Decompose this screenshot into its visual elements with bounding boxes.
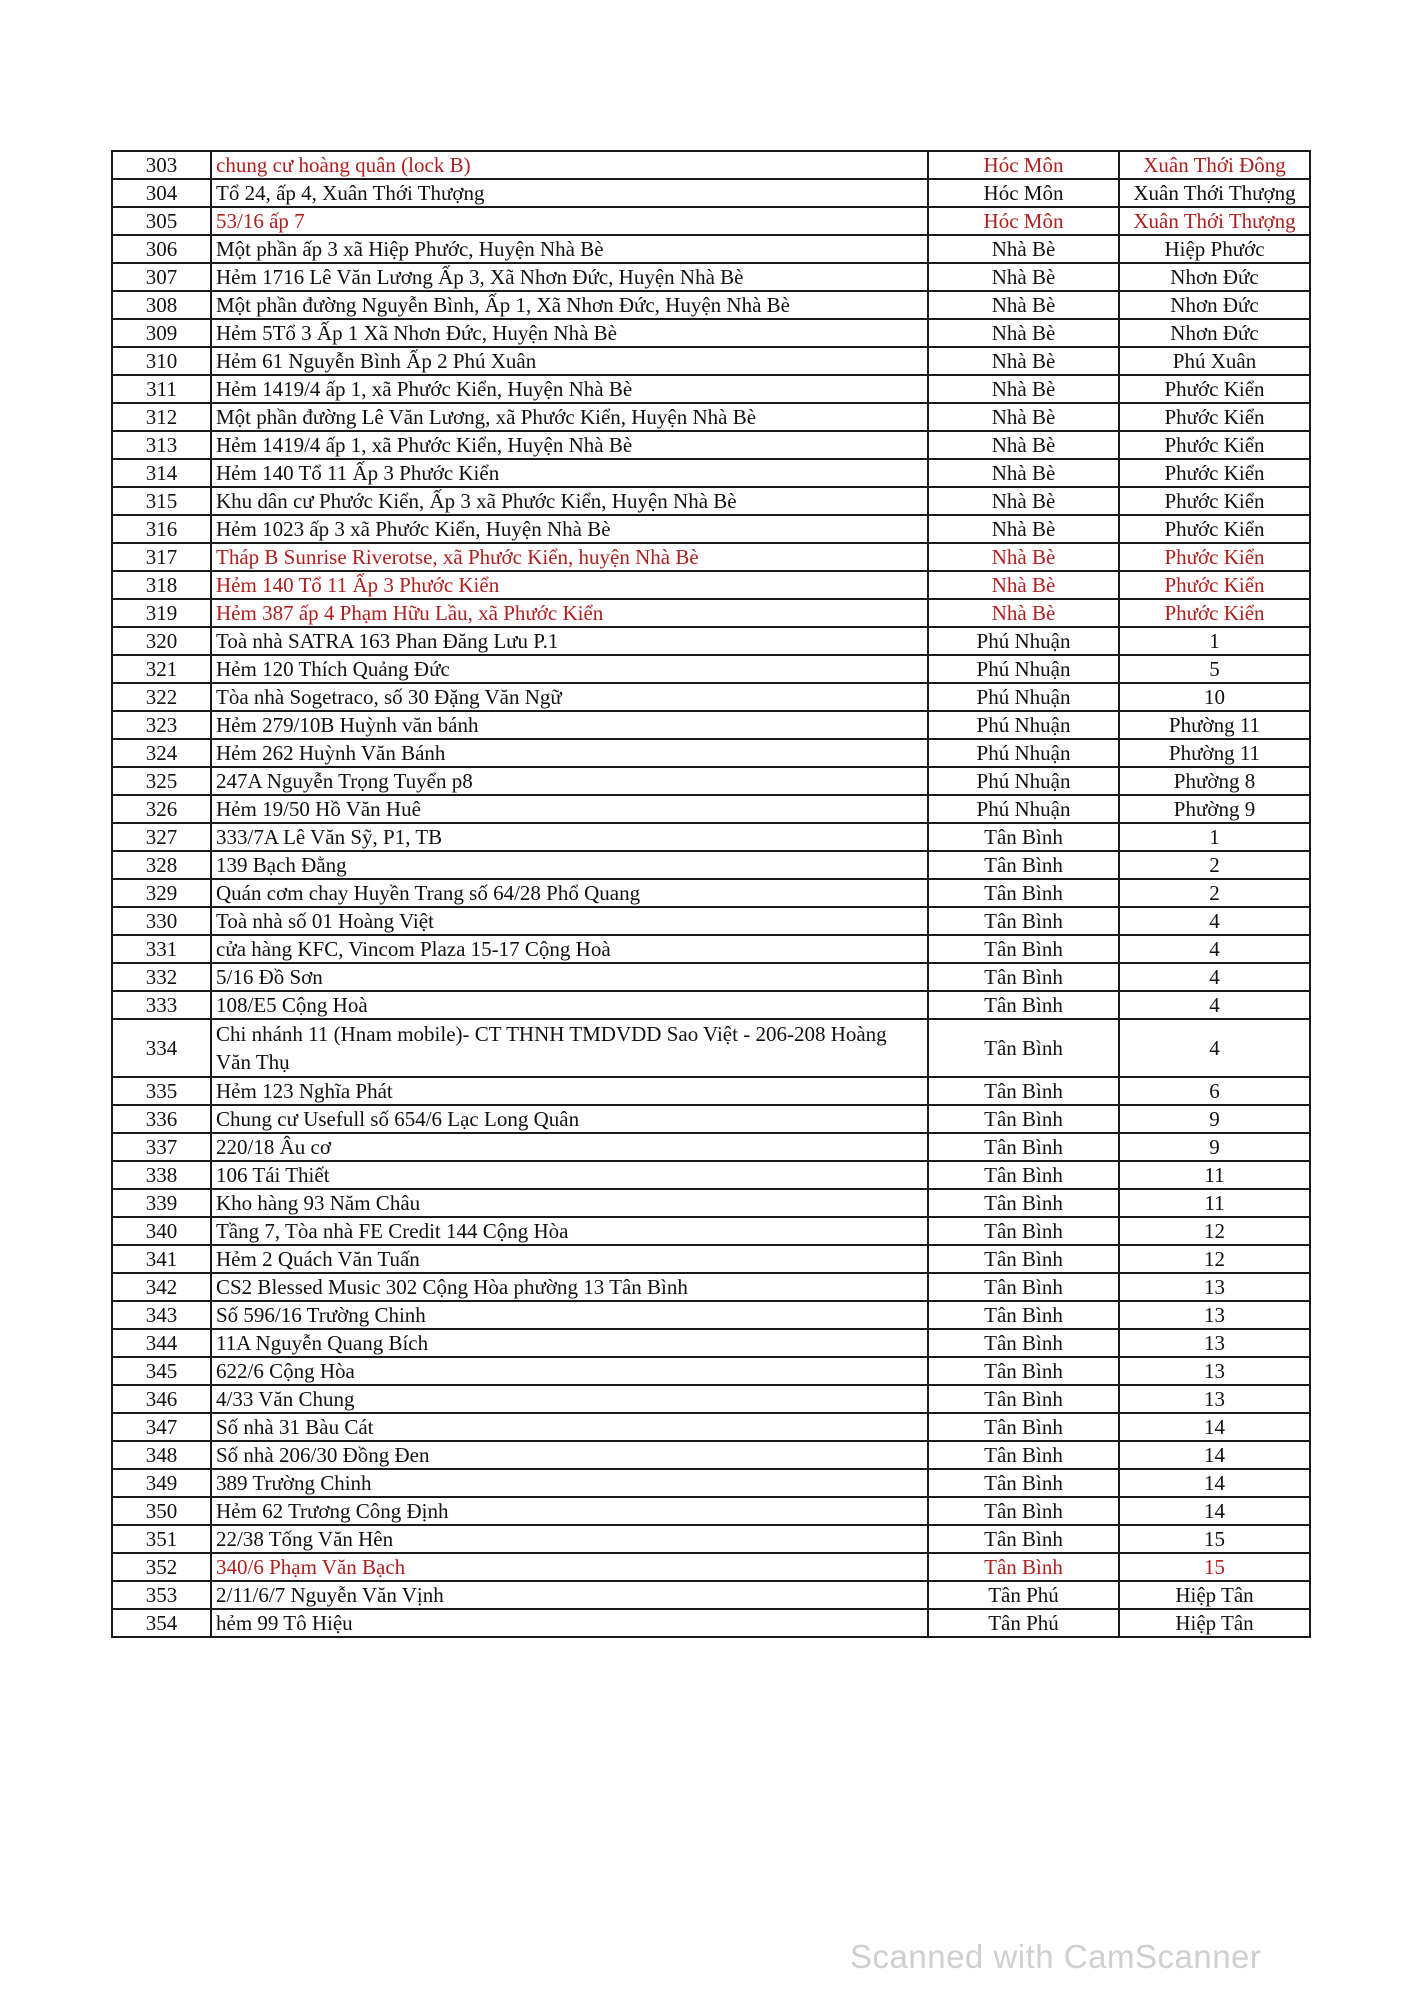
row-number-cell: 316 [112, 515, 211, 543]
row-number-cell: 317 [112, 543, 211, 571]
row-number-cell: 335 [112, 1077, 211, 1105]
district-cell: Tân Bình [928, 1273, 1119, 1301]
district-cell: Nhà Bè [928, 291, 1119, 319]
row-number-cell: 332 [112, 963, 211, 991]
table-row [112, 571, 1310, 599]
table-row [112, 1133, 1310, 1161]
address-cell: Toà nhà số 01 Hoàng Việt [211, 907, 928, 935]
address-cell: 220/18 Âu cơ [211, 1133, 928, 1161]
table-row [112, 795, 1310, 823]
district-cell: Tân Bình [928, 1553, 1119, 1581]
district-cell: Nhà Bè [928, 571, 1119, 599]
row-number-cell: 321 [112, 655, 211, 683]
row-number-cell: 328 [112, 851, 211, 879]
ward-cell: Phú Xuân [1119, 347, 1310, 375]
table-row [112, 1189, 1310, 1217]
row-number-cell: 309 [112, 319, 211, 347]
row-number-cell: 347 [112, 1413, 211, 1441]
row-number-cell: 308 [112, 291, 211, 319]
table-row [112, 851, 1310, 879]
table-row [112, 1357, 1310, 1385]
district-cell: Tân Bình [928, 907, 1119, 935]
ward-cell: 14 [1119, 1497, 1310, 1525]
row-number-cell: 338 [112, 1161, 211, 1189]
row-number-cell: 306 [112, 235, 211, 263]
ward-cell: 4 [1119, 907, 1310, 935]
ward-cell: Xuân Thới Đông [1119, 151, 1310, 179]
district-cell: Tân Bình [928, 1133, 1119, 1161]
row-number-cell: 349 [112, 1469, 211, 1497]
ward-cell: 11 [1119, 1189, 1310, 1217]
address-cell: Số 596/16 Trường Chinh [211, 1301, 928, 1329]
row-number-cell: 305 [112, 207, 211, 235]
address-cell: 108/E5 Cộng Hoà [211, 991, 928, 1019]
district-cell: Phú Nhuận [928, 627, 1119, 655]
address-cell: Hẻm 279/10B Huỳnh văn bánh [211, 711, 928, 739]
row-number-cell: 311 [112, 375, 211, 403]
row-number-cell: 343 [112, 1301, 211, 1329]
address-table [111, 150, 1311, 1638]
address-cell: Hẻm 1716 Lê Văn Lương Ấp 3, Xã Nhơn Đức, Huyện Nhà Bè [211, 263, 928, 291]
district-cell: Tân Bình [928, 1413, 1119, 1441]
ward-cell: Phường 11 [1119, 711, 1310, 739]
address-cell: Hẻm 140 Tổ 11 Ấp 3 Phước Kiển [211, 459, 928, 487]
row-number-cell: 341 [112, 1245, 211, 1273]
table-row [112, 599, 1310, 627]
row-number-cell: 326 [112, 795, 211, 823]
address-cell: Hẻm 19/50 Hồ Văn Huê [211, 795, 928, 823]
table-row [112, 291, 1310, 319]
table-row [112, 1525, 1310, 1553]
ward-cell: 9 [1119, 1105, 1310, 1133]
district-cell: Tân Bình [928, 851, 1119, 879]
row-number-cell: 340 [112, 1217, 211, 1245]
table-row [112, 991, 1310, 1019]
address-cell: Một phần đường Lê Văn Lương, xã Phước Kiển, Huyện Nhà Bè [211, 403, 928, 431]
district-cell: Tân Bình [928, 1469, 1119, 1497]
district-cell: Tân Bình [928, 1161, 1119, 1189]
district-cell: Phú Nhuận [928, 655, 1119, 683]
ward-cell: 9 [1119, 1133, 1310, 1161]
table-row [112, 459, 1310, 487]
row-number-cell: 331 [112, 935, 211, 963]
row-number-cell: 304 [112, 179, 211, 207]
row-number-cell: 344 [112, 1329, 211, 1357]
ward-cell: 13 [1119, 1357, 1310, 1385]
table-row [112, 1385, 1310, 1413]
ward-cell: Phước Kiển [1119, 459, 1310, 487]
ward-cell: 1 [1119, 823, 1310, 851]
ward-cell: 12 [1119, 1217, 1310, 1245]
table-row [112, 1077, 1310, 1105]
address-cell: Hẻm 123 Nghĩa Phát [211, 1077, 928, 1105]
table-row [112, 403, 1310, 431]
ward-cell: Phước Kiển [1119, 403, 1310, 431]
address-cell: 11A Nguyễn Quang Bích [211, 1329, 928, 1357]
ward-cell: Nhơn Đức [1119, 291, 1310, 319]
table-row [112, 431, 1310, 459]
document-page [111, 150, 1309, 1638]
row-number-cell: 329 [112, 879, 211, 907]
address-cell: 22/38 Tống Văn Hên [211, 1525, 928, 1553]
address-cell: Số nhà 206/30 Đồng Đen [211, 1441, 928, 1469]
ward-cell: Phước Kiển [1119, 375, 1310, 403]
address-table-body [112, 151, 1310, 1637]
table-row [112, 907, 1310, 935]
row-number-cell: 315 [112, 487, 211, 515]
table-row [112, 179, 1310, 207]
address-cell: Tổ 24, ấp 4, Xuân Thới Thượng [211, 179, 928, 207]
ward-cell: Phường 8 [1119, 767, 1310, 795]
address-cell: Tháp B Sunrise Riverotse, xã Phước Kiển, huyện Nhà Bè [211, 543, 928, 571]
ward-cell: 15 [1119, 1553, 1310, 1581]
ward-cell: 14 [1119, 1441, 1310, 1469]
table-row [112, 235, 1310, 263]
row-number-cell: 325 [112, 767, 211, 795]
row-number-cell: 350 [112, 1497, 211, 1525]
address-cell: Tầng 7, Tòa nhà FE Credit 144 Cộng Hòa [211, 1217, 928, 1245]
ward-cell: 4 [1119, 991, 1310, 1019]
table-row [112, 1497, 1310, 1525]
district-cell: Phú Nhuận [928, 711, 1119, 739]
ward-cell: 6 [1119, 1077, 1310, 1105]
table-row [112, 1329, 1310, 1357]
district-cell: Phú Nhuận [928, 683, 1119, 711]
ward-cell: 11 [1119, 1161, 1310, 1189]
row-number-cell: 333 [112, 991, 211, 1019]
district-cell: Tân Bình [928, 1497, 1119, 1525]
ward-cell: 2 [1119, 879, 1310, 907]
table-row [112, 543, 1310, 571]
table-row [112, 1301, 1310, 1329]
table-row [112, 151, 1310, 179]
row-number-cell: 334 [112, 1019, 211, 1077]
district-cell: Tân Bình [928, 1329, 1119, 1357]
row-number-cell: 345 [112, 1357, 211, 1385]
table-row [112, 1245, 1310, 1273]
row-number-cell: 320 [112, 627, 211, 655]
ward-cell: 13 [1119, 1273, 1310, 1301]
district-cell: Tân Bình [928, 1301, 1119, 1329]
district-cell: Hóc Môn [928, 207, 1119, 235]
district-cell: Tân Bình [928, 991, 1119, 1019]
district-cell: Tân Bình [928, 1357, 1119, 1385]
district-cell: Nhà Bè [928, 403, 1119, 431]
ward-cell: 13 [1119, 1329, 1310, 1357]
address-cell: Kho hàng 93 Năm Châu [211, 1189, 928, 1217]
row-number-cell: 353 [112, 1581, 211, 1609]
address-cell: Chung cư Usefull số 654/6 Lạc Long Quân [211, 1105, 928, 1133]
district-cell: Tân Phú [928, 1609, 1119, 1637]
ward-cell: 14 [1119, 1413, 1310, 1441]
district-cell: Phú Nhuận [928, 767, 1119, 795]
address-cell: Hẻm 140 Tổ 11 Ấp 3 Phước Kiển [211, 571, 928, 599]
district-cell: Tân Bình [928, 1441, 1119, 1469]
address-cell: CS2 Blessed Music 302 Cộng Hòa phường 13 Tân Bình [211, 1273, 928, 1301]
table-row [112, 1413, 1310, 1441]
ward-cell: 4 [1119, 963, 1310, 991]
table-row [112, 627, 1310, 655]
table-row [112, 935, 1310, 963]
address-cell: chung cư hoàng quân (lock B) [211, 151, 928, 179]
row-number-cell: 354 [112, 1609, 211, 1637]
address-cell: 247A Nguyễn Trọng Tuyển p8 [211, 767, 928, 795]
table-row [112, 1581, 1310, 1609]
address-cell: Hẻm 120 Thích Quảng Đức [211, 655, 928, 683]
ward-cell: 5 [1119, 655, 1310, 683]
ward-cell: 4 [1119, 935, 1310, 963]
district-cell: Phú Nhuận [928, 739, 1119, 767]
row-number-cell: 312 [112, 403, 211, 431]
district-cell: Nhà Bè [928, 431, 1119, 459]
table-row [112, 1469, 1310, 1497]
address-cell: Hẻm 1023 ấp 3 xã Phước Kiển, Huyện Nhà Bè [211, 515, 928, 543]
district-cell: Phú Nhuận [928, 795, 1119, 823]
table-row [112, 515, 1310, 543]
table-row [112, 347, 1310, 375]
ward-cell: 1 [1119, 627, 1310, 655]
district-cell: Nhà Bè [928, 263, 1119, 291]
address-cell: Số nhà 31 Bàu Cát [211, 1413, 928, 1441]
address-cell: Hẻm 387 ấp 4 Phạm Hữu Lầu, xã Phước Kiển [211, 599, 928, 627]
table-row [112, 263, 1310, 291]
row-number-cell: 319 [112, 599, 211, 627]
ward-cell: Nhơn Đức [1119, 263, 1310, 291]
table-row [112, 1217, 1310, 1245]
address-cell: 5/16 Đồ Sơn [211, 963, 928, 991]
ward-cell: Hiệp Tân [1119, 1581, 1310, 1609]
table-row [112, 319, 1310, 347]
row-number-cell: 327 [112, 823, 211, 851]
table-row [112, 1019, 1310, 1077]
address-cell: Một phần ấp 3 xã Hiệp Phước, Huyện Nhà Bè [211, 235, 928, 263]
address-cell: Hẻm 61 Nguyễn Bình Ấp 2 Phú Xuân [211, 347, 928, 375]
district-cell: Tân Bình [928, 1105, 1119, 1133]
row-number-cell: 314 [112, 459, 211, 487]
ward-cell: Phước Kiển [1119, 571, 1310, 599]
address-cell: 53/16 ấp 7 [211, 207, 928, 235]
ward-cell: 12 [1119, 1245, 1310, 1273]
district-cell: Nhà Bè [928, 515, 1119, 543]
row-number-cell: 336 [112, 1105, 211, 1133]
district-cell: Tân Bình [928, 1385, 1119, 1413]
ward-cell: 14 [1119, 1469, 1310, 1497]
row-number-cell: 330 [112, 907, 211, 935]
district-cell: Nhà Bè [928, 235, 1119, 263]
district-cell: Nhà Bè [928, 319, 1119, 347]
row-number-cell: 310 [112, 347, 211, 375]
ward-cell: 2 [1119, 851, 1310, 879]
address-cell: 340/6 Phạm Văn Bạch [211, 1553, 928, 1581]
row-number-cell: 348 [112, 1441, 211, 1469]
row-number-cell: 313 [112, 431, 211, 459]
table-row [112, 823, 1310, 851]
row-number-cell: 346 [112, 1385, 211, 1413]
address-cell: Toà nhà SATRA 163 Phan Đăng Lưu P.1 [211, 627, 928, 655]
ward-cell: Phường 11 [1119, 739, 1310, 767]
district-cell: Nhà Bè [928, 599, 1119, 627]
address-cell: Hẻm 5Tổ 3 Ấp 1 Xã Nhơn Đức, Huyện Nhà Bè [211, 319, 928, 347]
address-cell: Hẻm 2 Quách Văn Tuấn [211, 1245, 928, 1273]
ward-cell: Hiệp Phước [1119, 235, 1310, 263]
address-cell: hẻm 99 Tô Hiệu [211, 1609, 928, 1637]
district-cell: Tân Bình [928, 1189, 1119, 1217]
address-cell: Hẻm 62 Trương Công Định [211, 1497, 928, 1525]
address-cell: 333/7A Lê Văn Sỹ, P1, TB [211, 823, 928, 851]
ward-cell: Phước Kiển [1119, 599, 1310, 627]
row-number-cell: 351 [112, 1525, 211, 1553]
district-cell: Tân Bình [928, 1019, 1119, 1077]
ward-cell: 13 [1119, 1301, 1310, 1329]
address-cell: Tòa nhà Sogetraco, số 30 Đặng Văn Ngữ [211, 683, 928, 711]
ward-cell: Nhơn Đức [1119, 319, 1310, 347]
ward-cell: Phước Kiển [1119, 431, 1310, 459]
ward-cell: Phước Kiển [1119, 543, 1310, 571]
address-cell: Hẻm 1419/4 ấp 1, xã Phước Kiển, Huyện Nhà Bè [211, 431, 928, 459]
address-cell: 389 Trường Chinh [211, 1469, 928, 1497]
address-cell: 4/33 Văn Chung [211, 1385, 928, 1413]
table-row [112, 1161, 1310, 1189]
district-cell: Tân Bình [928, 879, 1119, 907]
district-cell: Tân Bình [928, 963, 1119, 991]
table-row [112, 879, 1310, 907]
table-row [112, 963, 1310, 991]
district-cell: Nhà Bè [928, 459, 1119, 487]
row-number-cell: 337 [112, 1133, 211, 1161]
ward-cell: Phước Kiển [1119, 515, 1310, 543]
address-cell: Khu dân cư Phước Kiển, Ấp 3 xã Phước Kiển, Huyện Nhà Bè [211, 487, 928, 515]
ward-cell: 15 [1119, 1525, 1310, 1553]
district-cell: Nhà Bè [928, 375, 1119, 403]
camscanner-watermark: Scanned with CamScanner [850, 1938, 1262, 1975]
row-number-cell: 322 [112, 683, 211, 711]
address-cell: cửa hàng KFC, Vincom Plaza 15-17 Cộng Hoà [211, 935, 928, 963]
ward-cell: 4 [1119, 1019, 1310, 1077]
table-row [112, 655, 1310, 683]
row-number-cell: 307 [112, 263, 211, 291]
district-cell: Tân Bình [928, 823, 1119, 851]
district-cell: Tân Bình [928, 1245, 1119, 1273]
district-cell: Nhà Bè [928, 543, 1119, 571]
table-row [112, 375, 1310, 403]
address-cell: Hẻm 1419/4 ấp 1, xã Phước Kiển, Huyện Nhà Bè [211, 375, 928, 403]
ward-cell: Hiệp Tân [1119, 1609, 1310, 1637]
row-number-cell: 342 [112, 1273, 211, 1301]
table-row [112, 1273, 1310, 1301]
table-row [112, 1609, 1310, 1637]
district-cell: Tân Bình [928, 1217, 1119, 1245]
row-number-cell: 318 [112, 571, 211, 599]
row-number-cell: 324 [112, 739, 211, 767]
table-row [112, 711, 1310, 739]
district-cell: Hóc Môn [928, 179, 1119, 207]
table-row [112, 683, 1310, 711]
row-number-cell: 339 [112, 1189, 211, 1217]
table-row [112, 1441, 1310, 1469]
table-row [112, 1105, 1310, 1133]
ward-cell: 10 [1119, 683, 1310, 711]
address-cell: 106 Tái Thiết [211, 1161, 928, 1189]
ward-cell: Phường 9 [1119, 795, 1310, 823]
district-cell: Tân Bình [928, 1077, 1119, 1105]
address-cell: Hẻm 262 Huỳnh Văn Bánh [211, 739, 928, 767]
district-cell: Nhà Bè [928, 487, 1119, 515]
table-row [112, 767, 1310, 795]
table-row [112, 207, 1310, 235]
row-number-cell: 352 [112, 1553, 211, 1581]
district-cell: Hóc Môn [928, 151, 1119, 179]
district-cell: Tân Bình [928, 935, 1119, 963]
ward-cell: Xuân Thới Thượng [1119, 207, 1310, 235]
address-cell: 622/6 Cộng Hòa [211, 1357, 928, 1385]
ward-cell: 13 [1119, 1385, 1310, 1413]
address-cell: 139 Bạch Đằng [211, 851, 928, 879]
address-cell: 2/11/6/7 Nguyễn Văn Vịnh [211, 1581, 928, 1609]
district-cell: Nhà Bè [928, 347, 1119, 375]
address-cell: Một phần đường Nguyễn Bình, Ấp 1, Xã Nhơn Đức, Huyện Nhà Bè [211, 291, 928, 319]
address-cell: Quán cơm chay Huyền Trang số 64/28 Phổ Quang [211, 879, 928, 907]
table-row [112, 1553, 1310, 1581]
ward-cell: Xuân Thới Thượng [1119, 179, 1310, 207]
table-row [112, 739, 1310, 767]
district-cell: Tân Phú [928, 1581, 1119, 1609]
row-number-cell: 303 [112, 151, 211, 179]
table-row [112, 487, 1310, 515]
ward-cell: Phước Kiển [1119, 487, 1310, 515]
row-number-cell: 323 [112, 711, 211, 739]
address-cell: Chi nhánh 11 (Hnam mobile)- CT THNH TMDVDD Sao Việt - 206-208 Hoàng Văn Thụ [211, 1019, 928, 1077]
district-cell: Tân Bình [928, 1525, 1119, 1553]
